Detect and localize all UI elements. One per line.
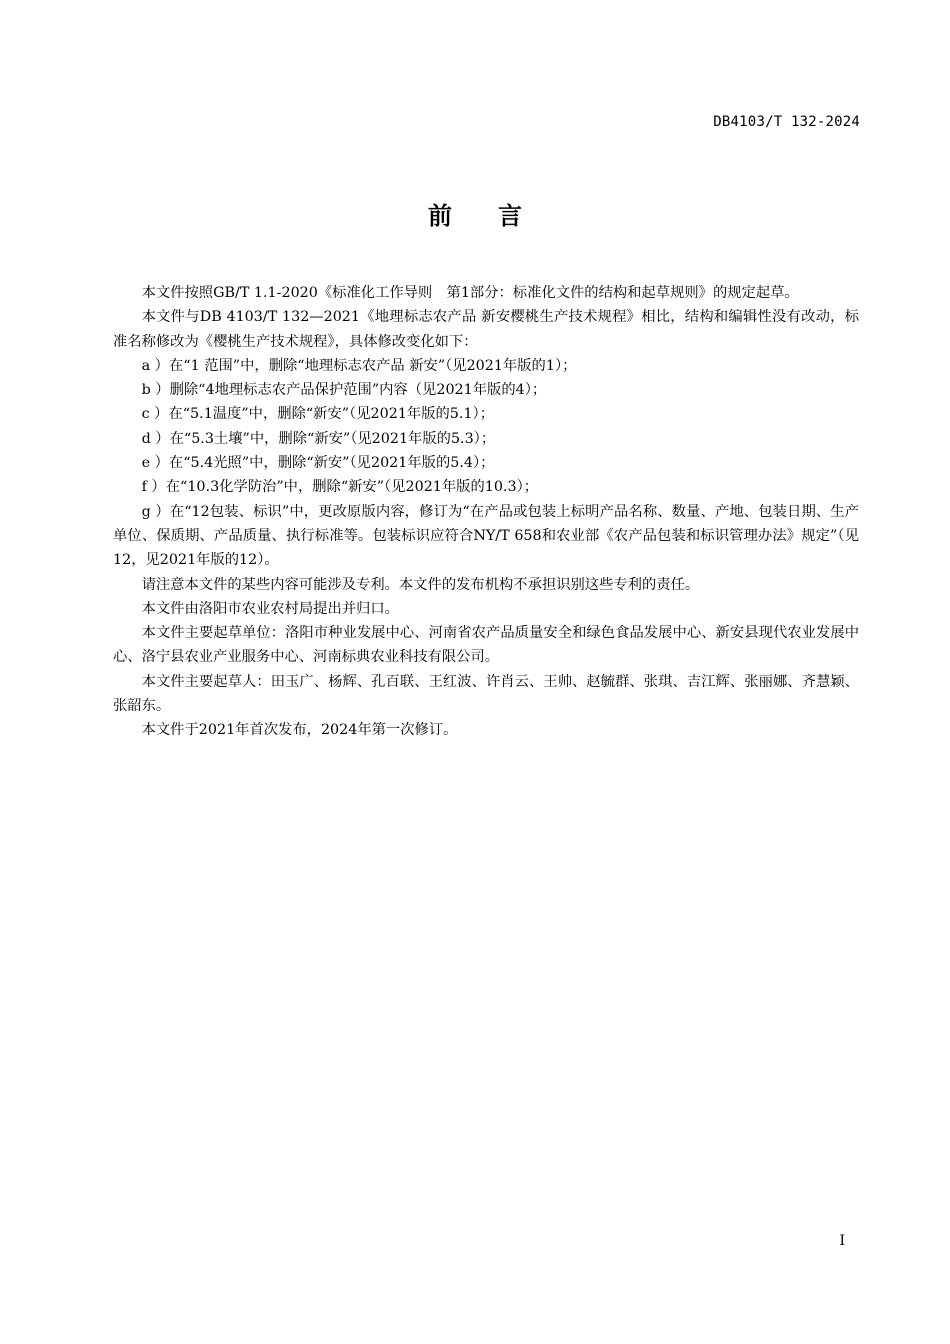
change-item-a: a ）在“1 范围”中，删除“地理标志农产品 新安”（见2021年版的1）； xyxy=(141,357,577,374)
change-item-b: b ）删除“4地理标志农产品保护范围”内容（见2021年版的4）； xyxy=(141,382,547,399)
change-item-f: f ）在“10.3化学防治”中，删除“新安”（见2021年版的10.3）； xyxy=(141,479,539,496)
paragraph-patent-notice: 请注意本文件的某些内容可能涉及专利。本文件的发布机构不承担识别这些专利的责任。 xyxy=(141,576,700,593)
paragraph-proposer: 本文件由洛阳市农业农村局提出并归口。 xyxy=(141,600,399,617)
paragraph-drafting-units: 本文件主要起草单位：洛阳市种业发展中心、河南省农产品质量安全和绿色食品发展中心、新安县现代农业发展中心、洛宁县农业产业服务中心、河南标典农业科技有限公司。 xyxy=(113,625,859,666)
change-item-e: e ）在“5.4光照”中，删除“新安”（见2021年版的5.4）； xyxy=(141,455,495,472)
paragraph-drafters: 本文件主要起草人：田玉广、杨辉、孔百联、王红波、许肖云、王帅、赵毓群、张琪、吉江辉、张丽娜、齐慧颖、张韶东。 xyxy=(113,673,859,715)
change-item-g: g ）在“12包装、标识”中，更改原版内容，修订为“在产品或包装上标明产品名称、数量、产地、包装日期、生产单位、保质期、产品质量、执行标准等。包装标识应符合NY/T 658和农业部《农产品包装和标识管理办法》规定”（见12，见2021年版的12）。 xyxy=(113,503,859,569)
foreword-body xyxy=(113,281,859,743)
change-item-c: c ）在“5.1温度”中，删除“新安”（见2021年版的5.1）； xyxy=(141,406,494,423)
paragraph-drafting-rules: 本文件按照GB/T 1.1-2020《标准化工作导则 第1部分：标准化文件的结构和起草规则》的规定起草。 xyxy=(141,285,799,301)
page-title: 前言 xyxy=(428,202,568,230)
paragraph-publication-history: 本文件于2021年首次发布，2024年第一次修订。 xyxy=(141,722,458,739)
paragraph-changes-intro: 本文件与DB 4103/T 132—2021《地理标志农产品 新安樱桃生产技术规程》相比，结构和编辑性没有改动，标准名称修改为《樱桃生产技术规程》，具体修改变化如下： xyxy=(113,309,859,350)
page-number: I xyxy=(839,1233,845,1249)
document-code: DB4103/T 132-2024 xyxy=(713,114,860,130)
change-item-d: d ）在“5.3土壤”中，删除“新安”（见2021年版的5.3）； xyxy=(141,430,496,447)
